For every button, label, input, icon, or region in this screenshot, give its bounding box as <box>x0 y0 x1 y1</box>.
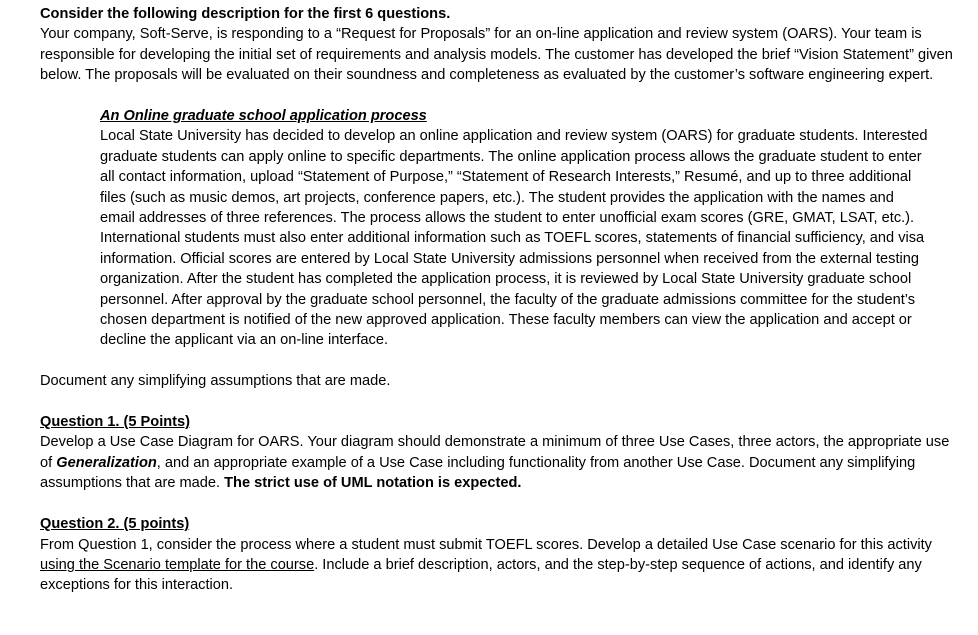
question-2-text-b: . Include a brief description, actors, and the step-by-step sequence of actions, and identify any exceptions for this interaction. <box>40 556 922 594</box>
spacer <box>40 392 960 412</box>
question-2-text-a: From Question 1, consider the process where a student must submit TOEFL scores. Develop a detailed Use Case scenario for this activity <box>40 536 932 553</box>
intro-heading: Consider the following description for the first 6 questions. <box>40 6 451 22</box>
document-page <box>40 4 960 596</box>
question-2-text <box>40 535 960 596</box>
spacer <box>40 494 960 514</box>
question-1-text <box>40 432 960 493</box>
question-2 <box>40 514 960 596</box>
question-1 <box>40 412 960 494</box>
vision-body: Local State University has decided to develop an online application and review system (OARS) for graduate students. Interested graduate students can apply online to specific departments. The online application process allows the graduate student to enter all contact information, upload “Statement of Purpose,” “Statement of Research Interests,” Resumé, and up to three additional files (such as music demos, art projects, conference papers, etc.). The student provides the application with the names and email addresses of three references. The process allows the student to enter unofficial exam scores (GRE, GMAT, LSAT, etc.). International students must also enter additional information such as TOEFL scores, statements of financial sufficiency, and visa information. Official scores are entered by Local State University admissions personnel when received from the external testing organization. After the student has completed the application process, it is reviewed by Local State University graduate school personnel. After approval by the graduate school personnel, the faculty of the graduate admissions committee for the student’s chosen department is notified of the new approved application. These faculty members can view the application and accept or decline the applicant via an on-line interface. <box>100 128 928 349</box>
spacer <box>40 351 960 371</box>
spacer <box>40 86 960 106</box>
question-2-title: Question 2. (5 points) <box>40 516 190 533</box>
question-1-strict: The strict use of UML notation is expected. <box>224 475 522 492</box>
question-1-title: Question 1. (5 Points) <box>40 414 191 431</box>
assumptions-note: Document any simplifying assumptions that are made. <box>40 373 391 390</box>
vision-statement <box>100 106 930 351</box>
vision-title: An Online graduate school application process <box>100 108 427 125</box>
intro-body: Your company, Soft-Serve, is responding to a “Request for Proposals” for an on-line application and review system (OARS). Your team is responsible for developing the initial set of requirements and analysis models. The customer has developed the brief “Vision Statement” given below. The proposals will be evaluated on their soundness and completeness as evaluated by the customer’s software engineering expert. <box>40 26 953 84</box>
scenario-template-link[interactable]: using the Scenario template for the course <box>40 556 315 573</box>
question-1-emphasis: Generalization <box>56 454 157 471</box>
question-1-text-a: Develop a Use Case Diagram for OARS. Your diagram should demonstrate a minimum of three Use Cases, three actors, the appropriate use of <box>40 434 950 471</box>
question-1-text-b: , and an appropriate example of a Use Case including functionality from another Use Case. Document any simplifying assumptions that are made. <box>40 454 916 492</box>
